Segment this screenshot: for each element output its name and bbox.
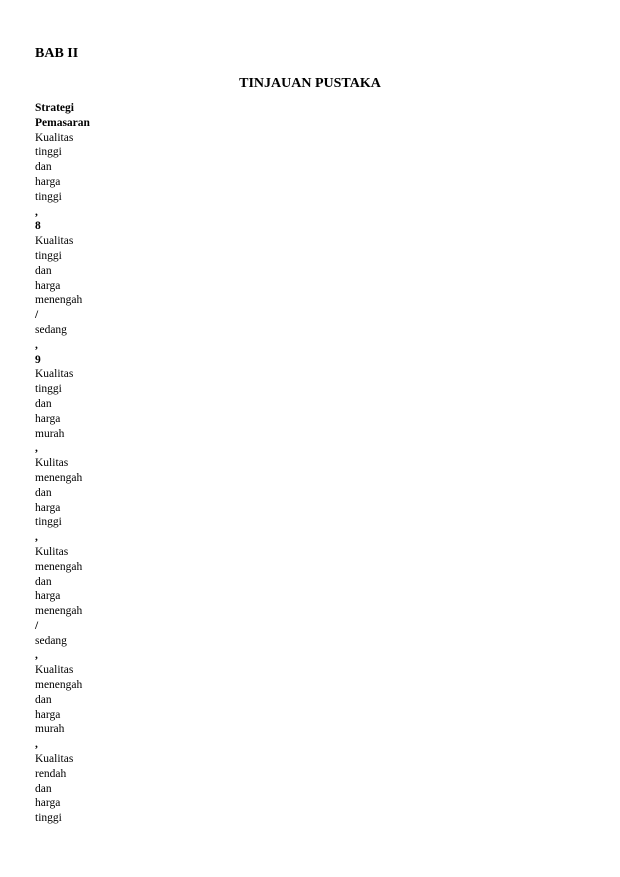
text-line: harga — [35, 175, 61, 188]
text-line: tinggi — [35, 516, 62, 529]
chapter-label: BAB II — [35, 46, 79, 61]
text-line: dan — [35, 397, 52, 410]
text-line: Kulitas — [35, 545, 69, 558]
text-line: tinggi — [35, 190, 62, 203]
body-lines — [35, 131, 235, 826]
text-line: menengah — [35, 560, 83, 573]
text-line: Kulitas — [35, 457, 69, 470]
text-line: tinggi — [35, 383, 62, 396]
text-line: dan — [35, 486, 52, 499]
text-line: , — [35, 649, 38, 662]
text-line: 9 — [35, 353, 41, 366]
text-line: , — [35, 738, 38, 751]
text-line: dan — [35, 264, 52, 277]
text-line: harga — [35, 797, 61, 810]
body-text-column — [35, 101, 235, 826]
text-line: menengah — [35, 605, 83, 618]
chapter-title: TINJAUAN PUSTAKA — [239, 76, 381, 91]
text-line: tinggi — [35, 249, 62, 262]
text-line: harga — [35, 412, 61, 425]
text-line: harga — [35, 590, 61, 603]
section-heading-line: Pemasaran — [35, 116, 90, 129]
text-line: Kualitas — [35, 131, 74, 144]
text-line: / — [35, 309, 39, 322]
text-line: murah — [35, 723, 65, 736]
text-line: dan — [35, 782, 52, 795]
text-line: Kualitas — [35, 664, 74, 677]
text-line: sedang — [35, 634, 67, 647]
text-line: harga — [35, 708, 61, 721]
text-line: menengah — [35, 679, 83, 692]
text-line: Kualitas — [35, 235, 74, 248]
text-line: , — [35, 205, 38, 218]
text-line: dan — [35, 693, 52, 706]
text-line: Kualitas — [35, 753, 74, 766]
text-line: Kualitas — [35, 368, 74, 381]
text-line: tinggi — [35, 146, 62, 159]
text-line: menengah — [35, 294, 83, 307]
text-line: dan — [35, 161, 52, 174]
text-line: , — [35, 442, 38, 455]
section-heading-line: Strategi — [35, 102, 74, 114]
text-line: / — [35, 619, 39, 632]
text-line: 8 — [35, 220, 41, 233]
text-line: sedang — [35, 323, 67, 336]
text-line: , — [35, 531, 38, 544]
text-line: rendah — [35, 767, 67, 780]
text-line: tinggi — [35, 812, 62, 825]
text-line: , — [35, 338, 38, 351]
text-line: harga — [35, 501, 61, 514]
text-line: harga — [35, 279, 61, 292]
text-line: dan — [35, 575, 52, 588]
text-line: murah — [35, 427, 65, 440]
text-line: menengah — [35, 471, 83, 484]
